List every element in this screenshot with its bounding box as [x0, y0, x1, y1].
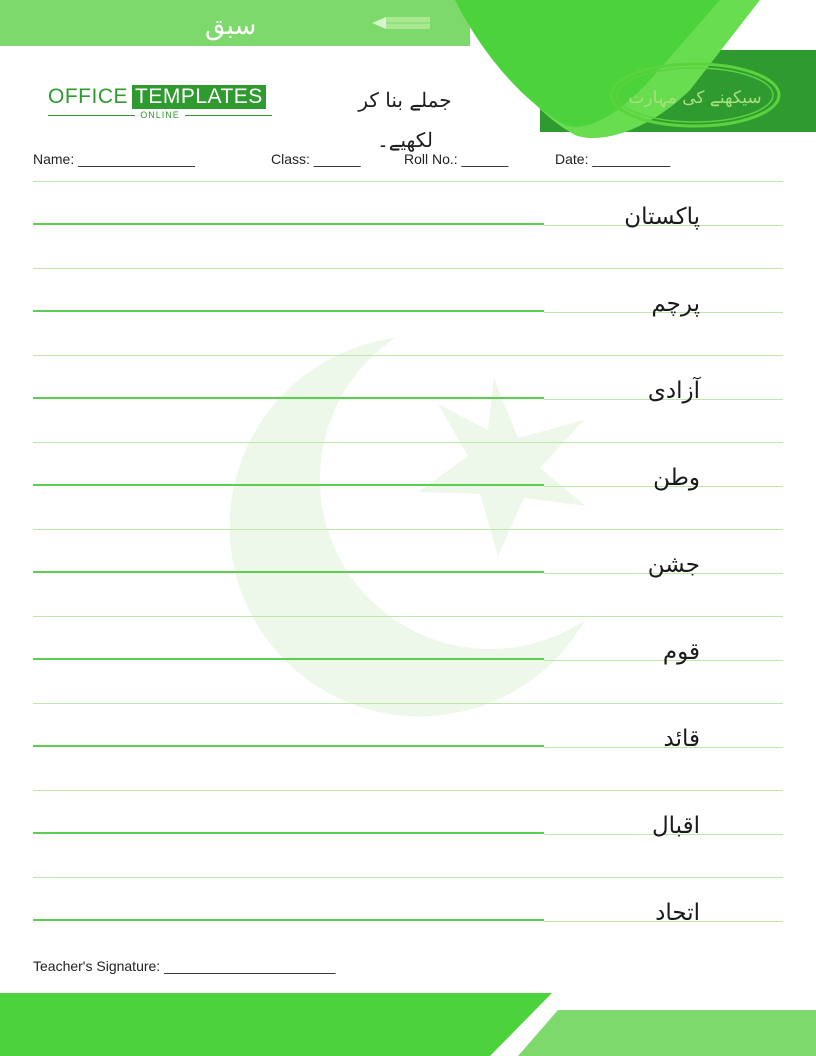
row-separator-line	[33, 616, 783, 617]
row-separator-line	[33, 181, 783, 182]
sentence-writing-line[interactable]	[33, 310, 544, 312]
logo-online-text: ONLINE	[140, 110, 180, 120]
row-separator-line	[33, 529, 783, 530]
vocabulary-word: جشن	[647, 552, 700, 578]
row-separator-line	[33, 355, 783, 356]
skill-badge-text: سیکھنے کی مہارت	[628, 87, 762, 108]
vocabulary-word: پاکستان	[624, 204, 700, 230]
sentence-writing-line[interactable]	[33, 832, 544, 834]
logo-templates-text: TEMPLATES	[132, 85, 266, 109]
sentence-writing-line[interactable]	[33, 745, 544, 747]
pencil-icon	[372, 13, 442, 33]
sentence-writing-line[interactable]	[33, 658, 544, 660]
sentence-writing-line[interactable]	[33, 571, 544, 573]
row-separator-line	[33, 877, 783, 878]
vocabulary-word: آزادی	[647, 378, 700, 404]
sentence-writing-line[interactable]	[33, 223, 544, 225]
roll-number-field[interactable]: Roll No.: ______	[404, 151, 509, 167]
class-field[interactable]: Class: ______	[271, 151, 361, 167]
skill-badge	[607, 62, 783, 132]
name-field[interactable]: Name: _______________	[33, 151, 195, 167]
date-field[interactable]: Date: __________	[555, 151, 671, 167]
header-handwriting: سبق	[205, 11, 257, 41]
vocabulary-word: قائد	[663, 726, 700, 752]
worksheet-instruction: جملے بنا کر لکھیے۔	[358, 88, 452, 152]
row-separator-line	[33, 268, 783, 269]
sentence-writing-line[interactable]	[33, 484, 544, 486]
vocabulary-word: پرچم	[651, 291, 700, 317]
vocabulary-word: قوم	[662, 639, 700, 665]
vocabulary-word: اتحاد	[655, 900, 700, 926]
row-separator-line	[33, 790, 783, 791]
vocabulary-word: اقبال	[651, 813, 700, 839]
row-separator-line	[33, 703, 783, 704]
sentence-writing-line[interactable]	[33, 397, 544, 399]
teacher-signature-field[interactable]: Teacher's Signature: ______________________	[33, 958, 336, 974]
logo-office-text: OFFICE	[48, 85, 128, 108]
row-separator-line	[33, 442, 783, 443]
vocabulary-word: وطن	[653, 465, 700, 491]
sentence-writing-line[interactable]	[33, 919, 544, 921]
